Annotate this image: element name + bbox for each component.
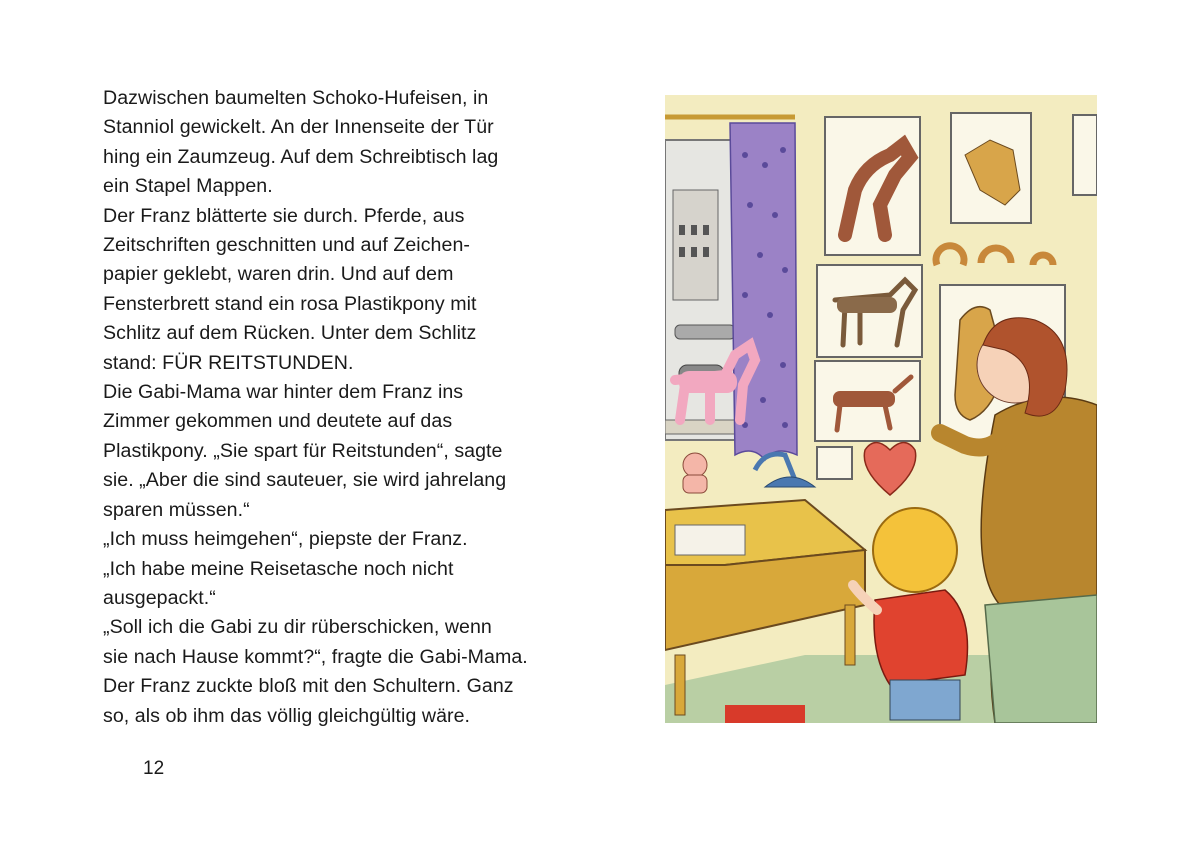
text-line: Der Franz zuckte bloß mit den Schultern. Ganz — [103, 675, 514, 698]
window — [665, 140, 740, 440]
text-line: sie nach Hause kommt?“, fragte die Gabi-Mama. — [103, 645, 528, 668]
horse-poster — [825, 117, 920, 255]
horse-poster — [951, 113, 1031, 223]
text-line: Stanniol gewickelt. An der Innenseite der Tür — [103, 116, 494, 139]
horse-poster — [817, 447, 852, 479]
text-line: „Ich habe meine Reisetasche noch nicht — [103, 557, 454, 580]
text-line: Zimmer gekommen und deutete auf das — [103, 410, 453, 433]
text-line: „Soll ich die Gabi zu dir rüberschicken, wenn — [103, 616, 492, 639]
story-text — [103, 84, 573, 731]
text-line: Fensterbrett stand ein rosa Plastikpony mit — [103, 292, 477, 315]
text-line: ein Stapel Mappen. — [103, 175, 273, 198]
text-line: hing ein Zaumzeug. Auf dem Schreibtisch lag — [103, 145, 499, 168]
horse-poster — [815, 361, 920, 441]
page-number: 12 — [143, 758, 165, 779]
text-line: Der Franz blätterte sie durch. Pferde, aus — [103, 204, 465, 227]
horse-poster — [1073, 115, 1097, 195]
text-line: Die Gabi-Mama war hinter dem Franz ins — [103, 381, 464, 404]
text-line: Dazwischen baumelten Schoko-Hufeisen, in — [103, 87, 489, 109]
room-illustration — [665, 95, 1097, 723]
horse-poster — [817, 265, 922, 357]
text-line: sparen müssen.“ — [103, 498, 250, 521]
text-line: „Ich muss heimgehen“, piepste der Franz. — [103, 528, 468, 551]
red-rug — [725, 705, 805, 723]
pig-figure — [683, 453, 707, 493]
text-line: sie. „Aber die sind sauteuer, sie wird jahrelang — [103, 469, 507, 492]
text-line: Plastikpony. „Sie spart für Reitstunden“, sagte — [103, 439, 503, 462]
text-line: stand: FÜR REITSTUNDEN. — [103, 351, 354, 374]
text-line: so, als ob ihm das völlig gleichgültig wäre. — [103, 704, 471, 727]
text-line: Zeitschriften geschnitten und auf Zeichen- — [103, 234, 470, 257]
text-line: ausgepackt.“ — [103, 586, 216, 609]
text-line: papier geklebt, waren drin. Und auf dem — [103, 263, 454, 286]
child-hair — [873, 508, 957, 592]
text-line: Schlitz auf dem Rücken. Unter dem Schlitz — [103, 322, 477, 345]
